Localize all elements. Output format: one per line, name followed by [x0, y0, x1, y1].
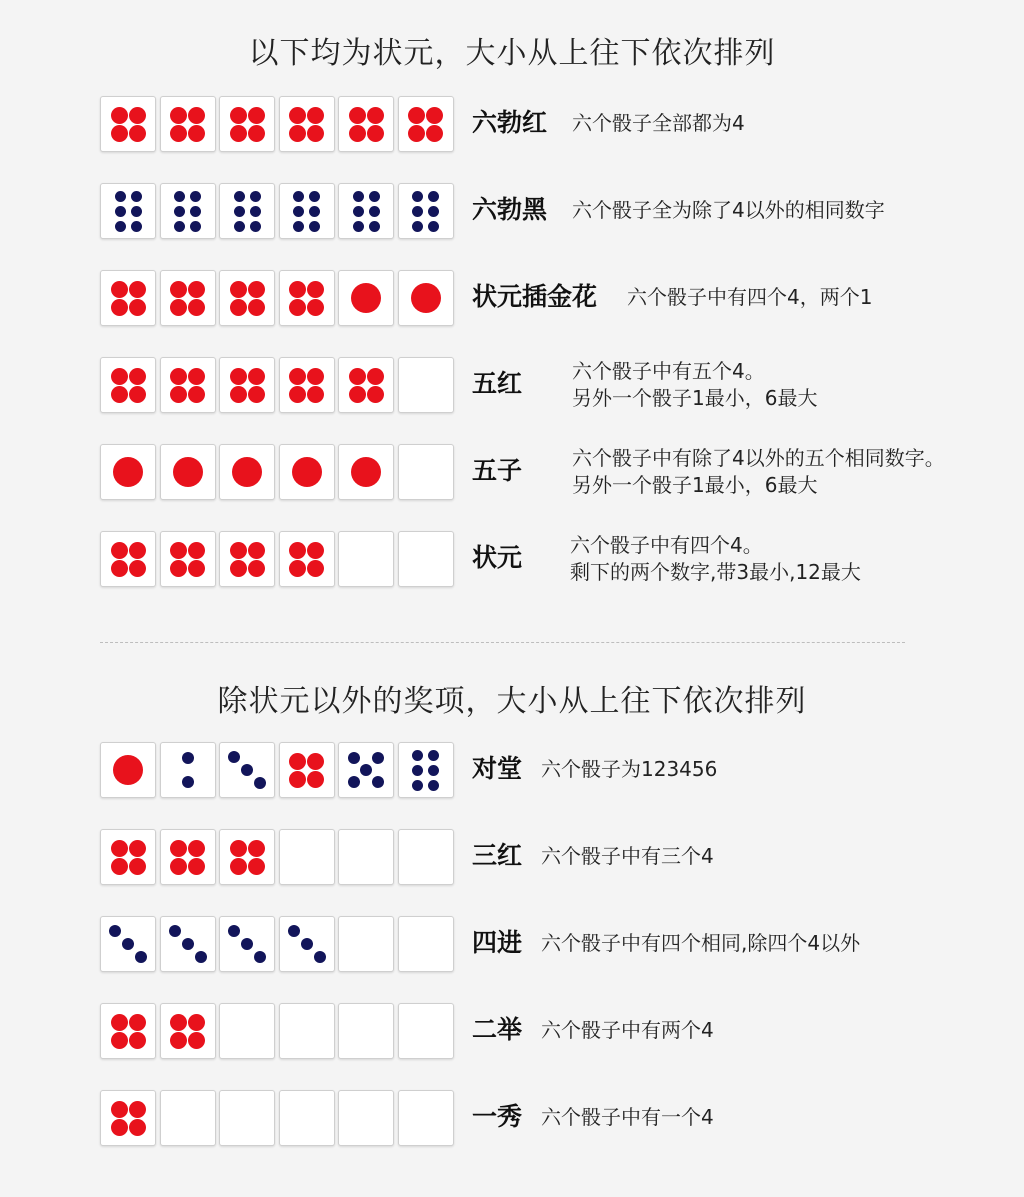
die-pip: [188, 368, 205, 385]
die-pip: [289, 771, 306, 788]
combo-name: 对堂: [472, 754, 523, 783]
combo-description: 六个骰子中有四个4，两个1: [627, 285, 873, 309]
combo-description: 剩下的两个数字,带3最小,12最大: [570, 560, 861, 584]
combo-description: 另外一个骰子1最小，6最大: [572, 386, 818, 410]
die-pip: [170, 386, 187, 403]
die-pip: [113, 457, 143, 487]
combo-name: 三红: [472, 841, 523, 870]
die-blank: [398, 829, 454, 885]
die-pip: [307, 386, 324, 403]
die-pip: [428, 765, 439, 776]
die-pip: [188, 299, 205, 316]
die-pip: [230, 368, 247, 385]
die-pip: [129, 125, 146, 142]
die-pip: [367, 386, 384, 403]
die-blank: [338, 916, 394, 972]
die-face-6: [338, 183, 394, 239]
die-pip: [248, 542, 265, 559]
combo-row: [100, 96, 1000, 154]
die-blank: [279, 1003, 335, 1059]
die-pip: [129, 299, 146, 316]
die-face-4: [219, 829, 275, 885]
die-face-1: [338, 444, 394, 500]
die-pip: [289, 125, 306, 142]
die-pip: [349, 386, 366, 403]
die-blank: [338, 829, 394, 885]
die-pip: [428, 191, 439, 202]
die-pip: [412, 206, 423, 217]
die-pip: [348, 776, 360, 788]
die-pip: [428, 750, 439, 761]
die-pip: [248, 125, 265, 142]
die-pip: [111, 560, 128, 577]
die-pip: [301, 938, 313, 950]
die-pip: [170, 560, 187, 577]
die-pip: [129, 368, 146, 385]
die-pip: [408, 125, 425, 142]
combo-name: 状元插金花: [472, 282, 598, 311]
die-pip: [289, 753, 306, 770]
die-pip: [254, 951, 266, 963]
die-pip: [408, 107, 425, 124]
die-pip: [170, 858, 187, 875]
die-face-6: [279, 183, 335, 239]
die-pip: [369, 206, 380, 217]
die-pip: [353, 221, 364, 232]
die-face-1: [279, 444, 335, 500]
die-pip: [129, 1032, 146, 1049]
die-pip: [248, 299, 265, 316]
die-pip: [188, 125, 205, 142]
die-pip: [369, 191, 380, 202]
die-blank: [398, 444, 454, 500]
combo-description: 六个骰子中有四个相同,除四个4以外: [541, 931, 861, 955]
die-pip: [307, 107, 324, 124]
die-pip: [109, 925, 121, 937]
combo-name: 四进: [472, 928, 523, 957]
die-face-6: [398, 742, 454, 798]
die-pip: [115, 191, 126, 202]
die-pip: [170, 107, 187, 124]
die-face-3: [160, 916, 216, 972]
die-face-4: [160, 829, 216, 885]
die-pip: [230, 858, 247, 875]
die-pip: [348, 752, 360, 764]
combo-row: [100, 531, 1000, 589]
die-face-4: [338, 357, 394, 413]
die-pip: [248, 386, 265, 403]
die-face-1: [398, 270, 454, 326]
die-pip: [289, 107, 306, 124]
combo-description: 另外一个骰子1最小，6最大: [572, 473, 818, 497]
combo-row: [100, 916, 1000, 974]
die-face-4: [100, 96, 156, 152]
die-face-4: [100, 270, 156, 326]
die-blank: [219, 1090, 275, 1146]
combo-name: 六勃红: [472, 108, 548, 137]
die-pip: [111, 542, 128, 559]
die-pip: [234, 191, 245, 202]
die-pip: [293, 206, 304, 217]
die-pip: [228, 751, 240, 763]
combo-name: 二举: [472, 1015, 523, 1044]
die-face-2: [160, 742, 216, 798]
die-blank: [338, 1090, 394, 1146]
die-pip: [129, 1014, 146, 1031]
section-title-1: 以下均为状元，大小从上往下依次排列: [248, 36, 776, 71]
die-blank: [279, 1090, 335, 1146]
die-pip: [170, 368, 187, 385]
die-pip: [412, 191, 423, 202]
die-pip: [182, 752, 194, 764]
die-pip: [241, 938, 253, 950]
die-pip: [113, 755, 143, 785]
die-pip: [293, 191, 304, 202]
die-blank: [398, 1003, 454, 1059]
die-face-1: [219, 444, 275, 500]
die-pip: [173, 457, 203, 487]
die-pip: [412, 750, 423, 761]
die-pip: [174, 221, 185, 232]
die-pip: [289, 386, 306, 403]
combo-row: [100, 1090, 1000, 1148]
die-pip: [129, 542, 146, 559]
die-face-5: [338, 742, 394, 798]
die-pip: [412, 221, 423, 232]
die-pip: [135, 951, 147, 963]
die-pip: [122, 938, 134, 950]
combo-row: [100, 1003, 1000, 1061]
combo-row: [100, 742, 1000, 800]
die-pip: [234, 221, 245, 232]
die-pip: [182, 776, 194, 788]
die-pip: [170, 1014, 187, 1031]
die-face-4: [100, 1003, 156, 1059]
die-pip: [248, 368, 265, 385]
die-face-6: [398, 183, 454, 239]
die-pip: [309, 221, 320, 232]
die-pip: [170, 299, 187, 316]
die-blank: [279, 829, 335, 885]
die-pip: [307, 771, 324, 788]
die-pip: [289, 368, 306, 385]
die-blank: [338, 1003, 394, 1059]
die-face-1: [100, 742, 156, 798]
die-face-4: [279, 270, 335, 326]
die-pip: [353, 191, 364, 202]
die-pip: [428, 221, 439, 232]
die-face-4: [279, 357, 335, 413]
die-face-4: [100, 357, 156, 413]
die-face-4: [279, 531, 335, 587]
die-pip: [188, 1032, 205, 1049]
die-pip: [188, 560, 205, 577]
die-pip: [170, 542, 187, 559]
die-pip: [188, 107, 205, 124]
die-pip: [349, 125, 366, 142]
die-pip: [367, 125, 384, 142]
die-face-3: [279, 916, 335, 972]
die-pip: [248, 858, 265, 875]
die-pip: [228, 925, 240, 937]
die-face-4: [160, 96, 216, 152]
die-pip: [426, 107, 443, 124]
die-pip: [349, 107, 366, 124]
die-pip: [182, 938, 194, 950]
die-pip: [411, 283, 441, 313]
die-pip: [289, 281, 306, 298]
die-pip: [292, 457, 322, 487]
die-pip: [188, 840, 205, 857]
die-pip: [174, 191, 185, 202]
die-face-4: [279, 742, 335, 798]
die-pip: [230, 386, 247, 403]
die-pip: [230, 840, 247, 857]
die-pip: [372, 752, 384, 764]
die-face-4: [100, 531, 156, 587]
die-pip: [307, 542, 324, 559]
die-pip: [129, 107, 146, 124]
die-blank: [219, 1003, 275, 1059]
die-pip: [190, 206, 201, 217]
die-pip: [111, 386, 128, 403]
die-pip: [289, 299, 306, 316]
die-pip: [170, 125, 187, 142]
die-pip: [111, 125, 128, 142]
die-pip: [234, 206, 245, 217]
die-pip: [111, 107, 128, 124]
die-face-4: [398, 96, 454, 152]
die-face-6: [100, 183, 156, 239]
die-face-4: [160, 531, 216, 587]
die-pip: [307, 368, 324, 385]
die-pip: [131, 221, 142, 232]
die-face-4: [160, 1003, 216, 1059]
die-pip: [293, 221, 304, 232]
combo-description: 六个骰子中有一个4: [541, 1105, 714, 1129]
die-face-4: [219, 270, 275, 326]
die-pip: [428, 780, 439, 791]
die-pip: [250, 221, 261, 232]
die-pip: [129, 840, 146, 857]
die-pip: [190, 221, 201, 232]
die-face-4: [279, 96, 335, 152]
die-pip: [111, 1119, 128, 1136]
die-blank: [338, 531, 394, 587]
die-pip: [412, 765, 423, 776]
die-pip: [309, 191, 320, 202]
die-pip: [248, 281, 265, 298]
die-pip: [131, 206, 142, 217]
die-face-3: [100, 916, 156, 972]
die-pip: [188, 386, 205, 403]
die-pip: [248, 107, 265, 124]
die-pip: [372, 776, 384, 788]
die-pip: [232, 457, 262, 487]
die-pip: [349, 368, 366, 385]
die-pip: [129, 858, 146, 875]
combo-name: 五红: [472, 369, 523, 398]
die-pip: [230, 281, 247, 298]
die-pip: [188, 542, 205, 559]
die-pip: [111, 1101, 128, 1118]
die-face-3: [219, 916, 275, 972]
die-face-1: [100, 444, 156, 500]
die-face-1: [338, 270, 394, 326]
die-blank: [398, 916, 454, 972]
die-pip: [169, 925, 181, 937]
combo-description: 六个骰子中有五个4。: [572, 359, 765, 383]
combo-name: 一秀: [472, 1102, 523, 1131]
die-pip: [111, 368, 128, 385]
die-pip: [307, 753, 324, 770]
die-pip: [129, 560, 146, 577]
die-face-4: [219, 96, 275, 152]
section-divider: [100, 642, 905, 643]
die-blank: [398, 1090, 454, 1146]
die-face-4: [160, 357, 216, 413]
die-pip: [426, 125, 443, 142]
die-pip: [230, 560, 247, 577]
die-pip: [289, 542, 306, 559]
die-face-4: [219, 357, 275, 413]
die-pip: [367, 368, 384, 385]
die-pip: [248, 560, 265, 577]
die-pip: [115, 221, 126, 232]
die-face-6: [219, 183, 275, 239]
die-face-4: [219, 531, 275, 587]
die-face-1: [160, 444, 216, 500]
combo-name: 六勃黑: [472, 195, 548, 224]
combo-description: 六个骰子中有除了4以外的五个相同数字。: [572, 446, 945, 470]
section-title-2: 除状元以外的奖项，大小从上往下依次排列: [217, 684, 807, 719]
die-pip: [129, 1119, 146, 1136]
combo-description: 六个骰子为123456: [541, 757, 718, 781]
die-pip: [250, 191, 261, 202]
combo-description: 六个骰子全为除了4以外的相同数字: [572, 198, 885, 222]
combo-name: 状元: [472, 543, 523, 572]
combo-row: [100, 270, 1000, 328]
die-pip: [307, 281, 324, 298]
combo-description: 六个骰子全部都为4: [572, 111, 745, 135]
die-pip: [241, 764, 253, 776]
die-pip: [307, 299, 324, 316]
die-pip: [412, 780, 423, 791]
die-pip: [289, 560, 306, 577]
die-pip: [230, 125, 247, 142]
die-pip: [307, 560, 324, 577]
combo-description: 六个骰子中有两个4: [541, 1018, 714, 1042]
die-pip: [111, 1014, 128, 1031]
die-pip: [309, 206, 320, 217]
die-face-4: [338, 96, 394, 152]
die-pip: [131, 191, 142, 202]
combo-row: [100, 183, 1000, 241]
die-pip: [230, 107, 247, 124]
die-pip: [314, 951, 326, 963]
die-face-6: [160, 183, 216, 239]
die-pip: [353, 206, 364, 217]
die-pip: [230, 299, 247, 316]
die-pip: [115, 206, 126, 217]
die-pip: [188, 281, 205, 298]
die-pip: [170, 1032, 187, 1049]
die-pip: [129, 1101, 146, 1118]
die-pip: [254, 777, 266, 789]
die-pip: [170, 840, 187, 857]
die-pip: [111, 299, 128, 316]
die-pip: [111, 840, 128, 857]
die-pip: [351, 283, 381, 313]
die-pip: [188, 858, 205, 875]
die-face-4: [100, 829, 156, 885]
combo-row: [100, 829, 1000, 887]
die-pip: [248, 840, 265, 857]
die-face-4: [160, 270, 216, 326]
die-pip: [170, 281, 187, 298]
combo-name: 五子: [472, 456, 523, 485]
die-pip: [307, 125, 324, 142]
die-pip: [367, 107, 384, 124]
die-pip: [174, 206, 185, 217]
die-pip: [428, 206, 439, 217]
die-blank: [398, 531, 454, 587]
die-pip: [111, 858, 128, 875]
die-pip: [369, 221, 380, 232]
die-blank: [160, 1090, 216, 1146]
die-pip: [111, 1032, 128, 1049]
combo-row: [100, 444, 1000, 502]
die-face-4: [100, 1090, 156, 1146]
die-pip: [230, 542, 247, 559]
die-pip: [195, 951, 207, 963]
die-pip: [288, 925, 300, 937]
die-pip: [129, 386, 146, 403]
die-face-3: [219, 742, 275, 798]
combo-description: 六个骰子中有三个4: [541, 844, 714, 868]
die-pip: [250, 206, 261, 217]
die-pip: [190, 191, 201, 202]
combo-description: 六个骰子中有四个4。: [570, 533, 763, 557]
die-blank: [398, 357, 454, 413]
die-pip: [188, 1014, 205, 1031]
die-pip: [111, 281, 128, 298]
die-pip: [351, 457, 381, 487]
combo-row: [100, 357, 1000, 415]
die-pip: [360, 764, 372, 776]
die-pip: [129, 281, 146, 298]
